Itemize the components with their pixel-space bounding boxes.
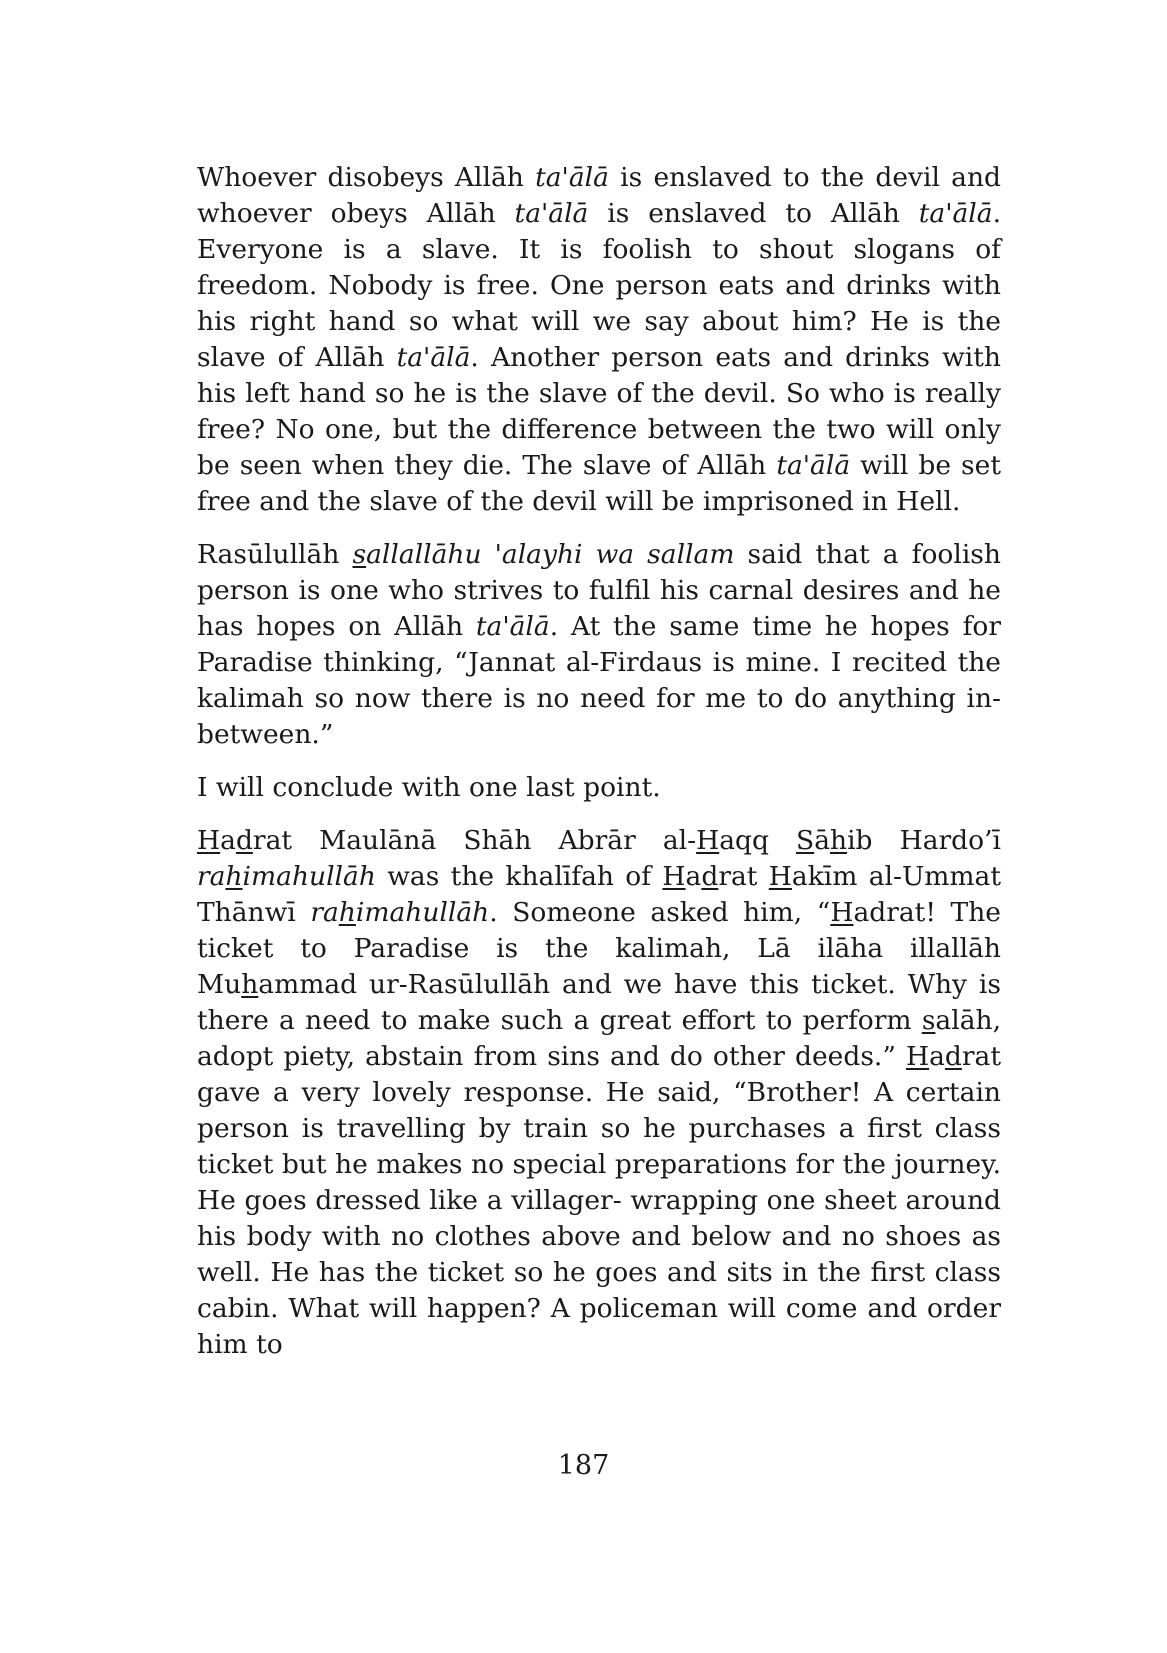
text-run: d: [701, 861, 719, 892]
page-body: [197, 160, 1001, 1380]
text-run: is enslaved to Allāh: [588, 198, 919, 229]
text-run: aqq: [719, 825, 797, 856]
text-run: . Everyone is a slave. It is foolish to shout slogans of freedom. Nobody is free. One person eats and drinks with his right hand so what will we say about him? He is the slave of Allāh: [197, 198, 1001, 373]
text-run: d: [235, 825, 253, 856]
text-run: s: [352, 539, 367, 570]
page-number: 187: [557, 1450, 610, 1481]
paragraph-2: [197, 537, 1001, 753]
paragraph-4: [197, 823, 1001, 1363]
text-run: ta'ālā: [918, 198, 993, 229]
text-run: . Another person eats and drinks with his left hand so he is the slave of the devil. So who is really free? No one, but the difference between the two will only be seen when they die. The slave of Allāh: [197, 342, 1001, 481]
text-run: d: [944, 1041, 962, 1072]
text-run: s: [921, 1005, 936, 1036]
text-run: ra: [310, 897, 339, 928]
text-run: ammad ur-Rasūlullāh and we have this ticket. Why is there a need to make such a great effort to perform: [197, 969, 1001, 1036]
text-run: h: [241, 969, 259, 1000]
text-run: h: [225, 861, 243, 892]
text-run: a: [220, 825, 236, 856]
text-run: rat Maulānā Shāh Abrār al-: [252, 825, 697, 856]
text-run: ta'ālā: [475, 611, 550, 642]
text-run: . Someone asked him, “: [489, 897, 831, 928]
paragraph-1: [197, 160, 1001, 520]
text-run: adrat! The ticket to Paradise is the kalimah, Lā ilāha illallāh Mu: [197, 897, 1001, 1000]
text-run: ā: [814, 825, 830, 856]
text-run: ta'ālā: [514, 198, 589, 229]
text-run: H: [768, 861, 792, 892]
text-run: Whoever disobeys Allāh: [197, 162, 536, 193]
text-run: will be set free and the slave of the devil will be imprisoned in Hell.: [197, 450, 1001, 517]
paragraph-3: [197, 770, 1001, 806]
text-run: ta'ālā: [396, 342, 471, 373]
text-run: is enslaved to the devil and whoever obeys Allāh: [197, 162, 1001, 229]
text-run: ib Hardo’ī: [847, 825, 1001, 856]
text-run: allallāhu 'alayhi wa sallam: [366, 539, 735, 570]
text-run: rat: [718, 861, 769, 892]
text-run: I will conclude with one last point.: [197, 772, 661, 803]
text-run: H: [197, 825, 221, 856]
text-run: h: [338, 897, 356, 928]
text-run: a: [685, 861, 702, 892]
text-run: H: [905, 1041, 930, 1072]
text-run: imahullāh: [355, 897, 490, 928]
text-run: H: [830, 897, 854, 928]
text-run: ta'ālā: [776, 450, 851, 481]
text-run: Rasūlullāh: [197, 539, 353, 570]
text-run: alāh, adopt piety, abstain from sins and do other deeds.”: [197, 1005, 1001, 1072]
text-run: H: [662, 861, 686, 892]
text-run: ra: [197, 861, 226, 892]
text-run: said that a foolish person is one who strives to fulfil his carnal desires and he has hopes on Allāh: [197, 539, 1001, 642]
text-run: h: [830, 825, 848, 856]
text-run: . At the same time he hopes for Paradise thinking, “Jannat al-Firdaus is mine. I recited the kalimah so now there is no need for me to do anything in-between.”: [197, 611, 1001, 750]
text-run: akīm al-Ummat Thānwī: [197, 861, 1001, 928]
text-run: rat gave a very lovely response. He said, “Brother! A certain person is travelling by train so he purchases a first class ticket but he makes no special preparations for the journey. He goes dressed like a villager- wrapping one sheet around his body with no clothes above and below and no shoes as well. He has the ticket so he goes and sits in the first class cabin. What will happen? A policeman will come and order him to: [197, 1041, 1001, 1360]
text-run: H: [696, 825, 720, 856]
text-run: ta'ālā: [535, 162, 609, 193]
text-run: was the khalīfah of: [375, 861, 663, 892]
text-run: S: [796, 825, 815, 856]
text-run: imahullāh: [242, 861, 376, 892]
text-run: a: [929, 1041, 945, 1072]
